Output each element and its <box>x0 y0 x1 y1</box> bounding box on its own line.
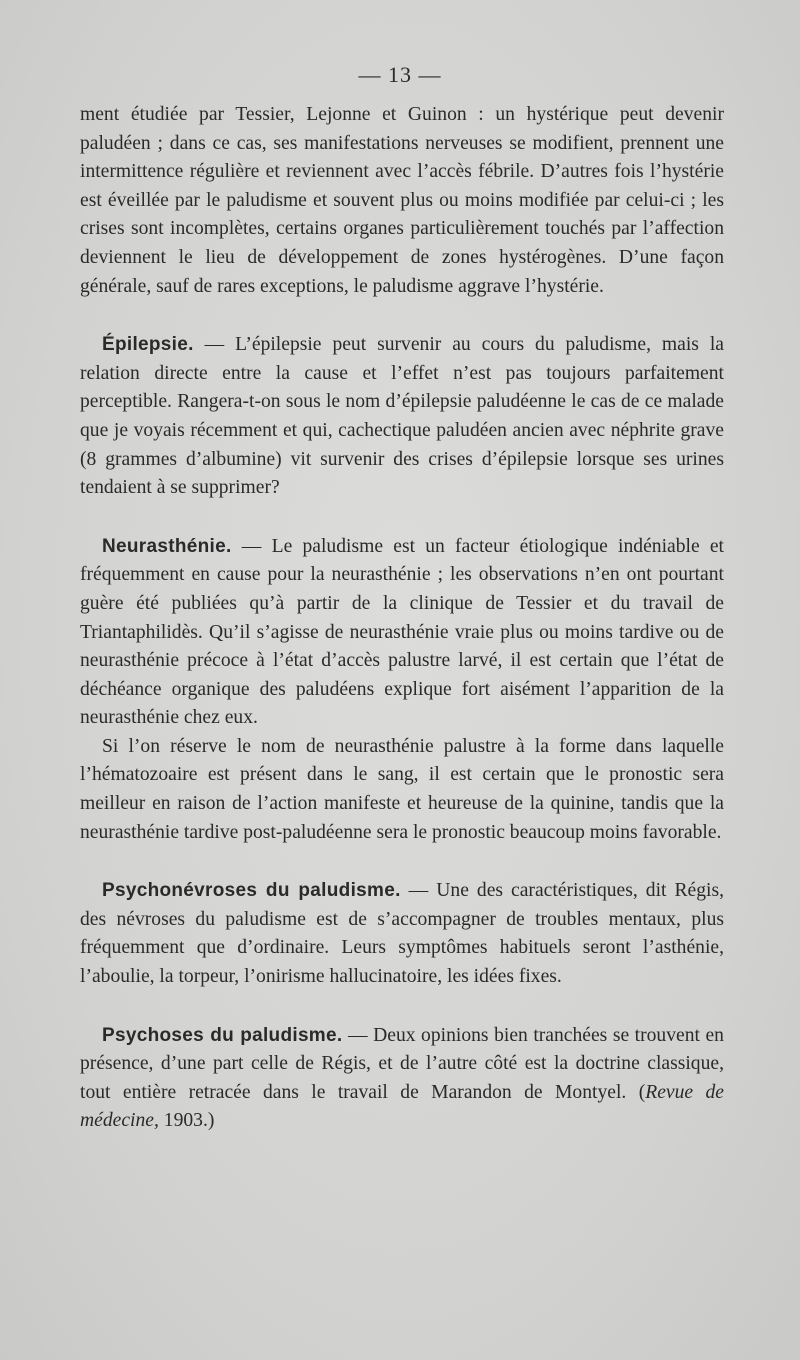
paragraph-psychonevroses <box>80 877 724 991</box>
citation-journal: Revue de médecine, <box>80 1081 725 1132</box>
body-text <box>80 101 724 1136</box>
paragraph-psychoses <box>80 1022 724 1136</box>
paragraph-hysteria-continuation: ment étudiée par Tessier, Lejonne et Guinon : un hystérique peut devenir paludéen ; dans ce cas, ses manifestations nerveuses se modifient, prennent une intermittence régulière et reviennent avec l’accès fébrile. D’autres fois l’hystérie est éveillée par le paludisme et souvent plus ou moins modifiée par celui-ci ; les crises sont incomplètes, certains organes particulièrement touchés par l’affection deviennent le lieu de développement de zones hystérogènes. D’une façon générale, sauf de rares exceptions, le paludisme aggrave l’hystérie. <box>80 104 724 297</box>
paragraph-neurasthenie <box>80 533 724 733</box>
paragraph-text: Le paludisme est un facteur étiologique indéniable et fréquemment en cause pour la neurasthénie ; les observations n’en ont pourtant guère été publiées qu’à partir de la clinique de Tessier et du travail de Triantaphilidès. Qu’il s’agisse de neurasthénie vraie plus ou moins tardive ou de neurasthénie précoce à l’état d’accès palustre larvé, il est certain que l’état de déchéance organique des paludéens explique fort aisément l’apparition de la neurasthénie chez eux. <box>80 535 725 729</box>
paragraph-text: L’épilepsie peut survenir au cours du paludisme, mais la relation directe entre la cause et l’effet n’est pas toujours parfaitement perceptible. Rangera-t-on sous le nom d’épilepsie paludéenne le cas de ce malade que je voyais récemment et qui, cachectique paludéen ancien avec néphrite grave (8 grammes d’albumine) vit survenir des crises d’épilepsie lorsque ses urines tendaient à se supprimer? <box>80 334 725 499</box>
heading-dash: — <box>400 880 437 902</box>
heading-dash: — <box>342 1024 374 1046</box>
paragraph-epilepsie <box>80 331 724 503</box>
paragraph-neurasthenie-pronostic: Si l’on réserve le nom de neurasthénie palustre à la forme dans laquelle l’hématozoaire est présent dans le sang, il est certain que le pronostic sera meilleur en raison de l’action manifeste et heureuse de la quinine, tandis que la neurasthénie tardive post-paludéenne sera le pronostic beaucoup moins favorable. <box>80 735 724 843</box>
paragraph-text: Deux opinions bien tranchées se trouvent en présence, d’une part celle de Régis, et de l’autre côté est la doctrine classique, tout entière retracée dans le travail de Marandon de Montyel. ( <box>80 1024 724 1103</box>
heading-dash: — <box>193 334 236 356</box>
section-heading-neurasthenie: Neurasthénie. <box>102 535 232 557</box>
section-heading-psychoses: Psychoses du paludisme. <box>102 1024 343 1046</box>
citation-year: 1903.) <box>158 1110 215 1132</box>
page-number: — 13 — <box>358 62 442 87</box>
heading-dash: — <box>231 535 272 557</box>
section-heading-epilepsie: Épilepsie. <box>102 334 194 356</box>
section-heading-psychonevroses: Psychonévroses du paludisme. <box>102 880 401 902</box>
paragraph-text: Une des caractéristiques, dit Régis, des névroses du paludisme est de s’accompagner de troubles mentaux, plus fréquemment que d’ordinaire. Leurs symptômes habituels seront l’asthénie, l’aboulie, la torpeur, l’onirisme hallucinatoire, les idées fixes. <box>80 880 724 988</box>
